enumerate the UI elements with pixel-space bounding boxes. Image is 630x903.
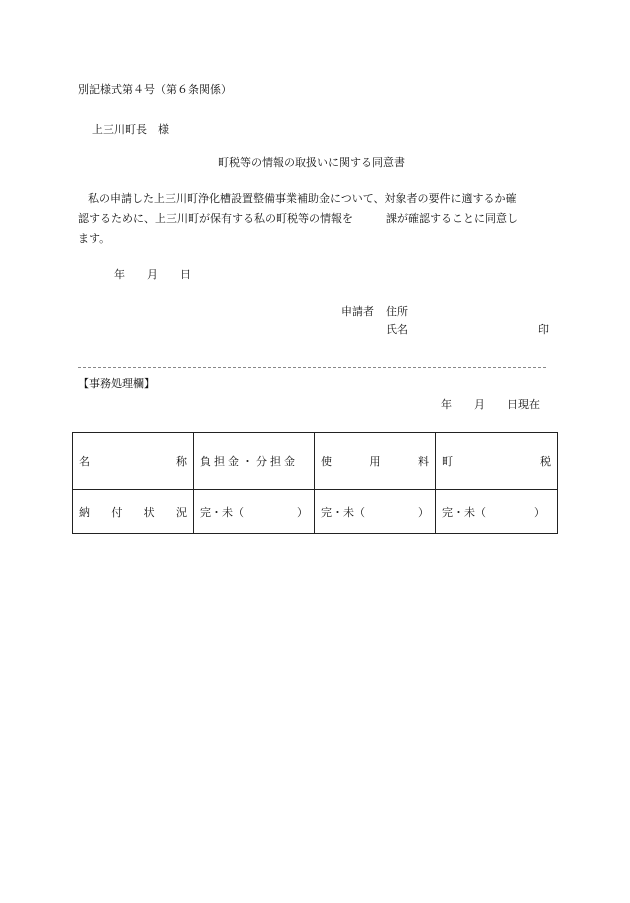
date-line: 年 月 日	[114, 268, 191, 281]
applicant-label: 申請者	[341, 305, 374, 318]
header-name-char-1: 名	[79, 455, 90, 468]
header-burden-cell	[194, 433, 315, 490]
addressee: 上三川町長 様	[92, 123, 169, 136]
seal-mark: 印	[538, 323, 549, 336]
row-label-char-4: 況	[175, 505, 187, 519]
address-label: 住所	[386, 305, 408, 318]
header-usage-fee-cell	[315, 433, 436, 490]
table-status-row	[73, 490, 558, 534]
body-line-1: 私の申請した上三川町浄化槽設置整備事業補助金について、対象者の要件に適するか確	[88, 192, 517, 205]
document-title: 町税等の情報の取扱いに関する同意書	[218, 156, 405, 169]
header-tax-char-2: 税	[540, 455, 551, 468]
body-line-2: 認するために、上三川町が保有する私の町税等の情報を 課が確認することに同意し	[78, 212, 518, 225]
row-label-char-2: 付	[111, 505, 123, 519]
name-label: 氏名	[386, 323, 408, 336]
header-usage-char-2: 用	[369, 455, 381, 468]
status-town-tax-cell	[436, 490, 558, 534]
status-tax-close: ）	[534, 505, 545, 519]
status-usage-fee-cell	[315, 490, 436, 534]
header-usage-char-3: 料	[418, 455, 429, 468]
table-header-row	[73, 433, 558, 490]
status-burden-cell	[194, 490, 315, 534]
separator-dashed-line	[78, 367, 546, 368]
status-usage-close: ）	[418, 505, 429, 519]
row-label-char-1: 納	[79, 505, 90, 519]
body-line-3: ます。	[78, 232, 111, 245]
status-burden-text: 完・未（	[200, 505, 244, 519]
header-town-tax-cell	[436, 433, 558, 490]
row-label-char-3: 状	[143, 505, 155, 519]
status-tax-text: 完・未（	[442, 505, 486, 519]
status-burden-close: ）	[297, 505, 308, 519]
header-usage-char-1: 使	[321, 455, 332, 468]
header-name-cell	[73, 433, 194, 490]
header-name-char-2: 称	[176, 455, 187, 468]
header-tax-char-1: 町	[442, 455, 453, 468]
header-burden-label: 負担金・分担金	[200, 455, 298, 468]
status-usage-text: 完・未（	[321, 505, 365, 519]
row-label-cell	[73, 490, 194, 534]
office-use-heading: 【事務処理欄】	[78, 377, 155, 390]
form-number: 別記様式第４号（第６条関係）	[78, 83, 232, 96]
payment-status-table	[72, 432, 558, 534]
as-of-date: 年 月 日現在	[441, 398, 540, 411]
